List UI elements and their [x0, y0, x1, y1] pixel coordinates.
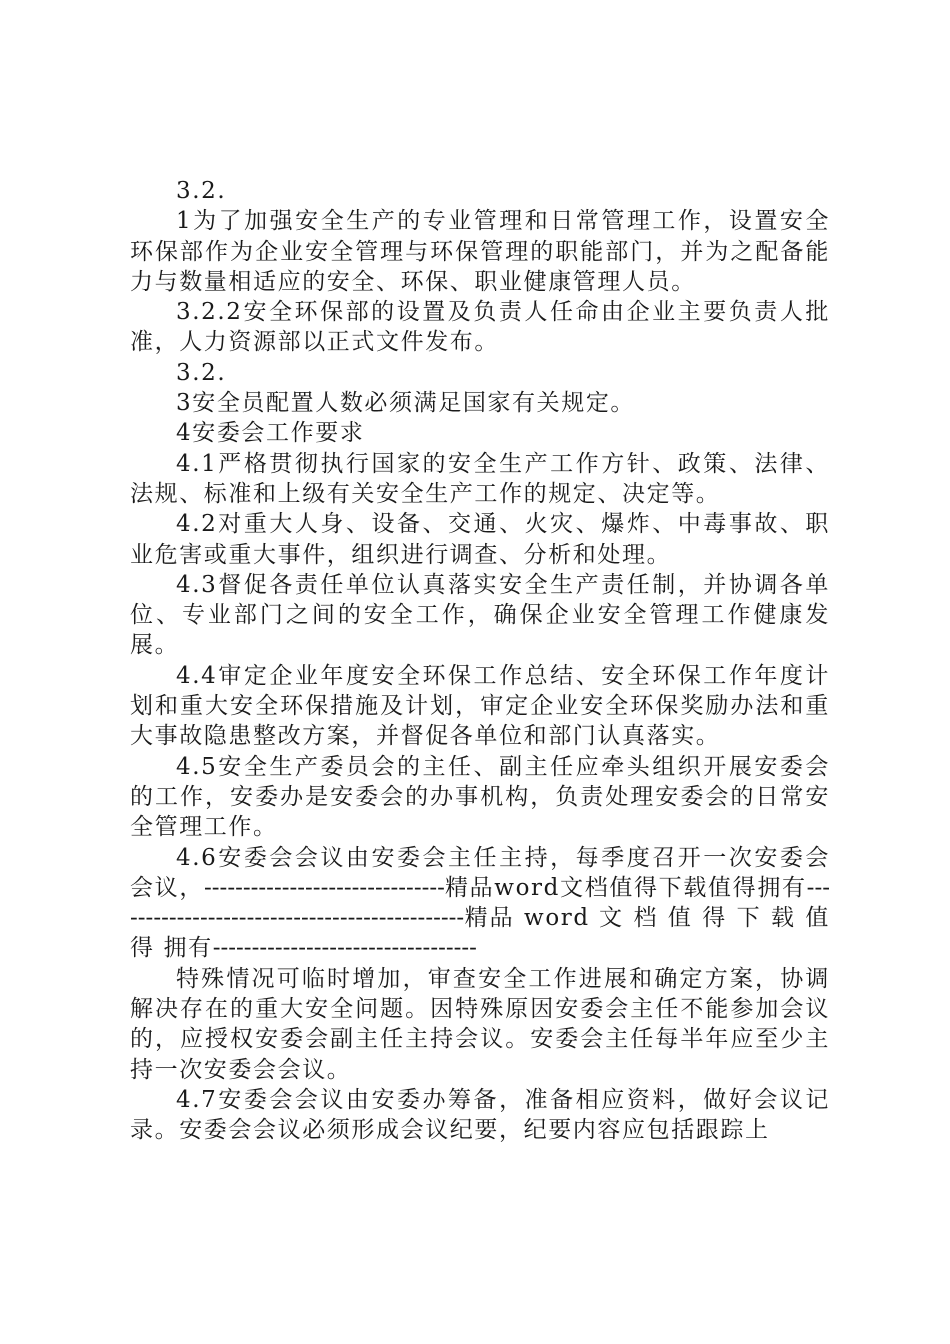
document-body: [130, 176, 830, 1146]
paragraph-4-7: 4.7安委会会议由安委办筹备，准备相应资料，做好会议记录。安委会会议必须形成会议纪要，纪要内容应包括跟踪上: [130, 1086, 830, 1144]
paragraph-4-1: 4.1严格贯彻执行国家的安全生产工作方针、政策、法律、法规、标准和上级有关安全生产工作的规定、决定等。: [130, 450, 830, 507]
section-4-heading: 4安委会工作要求: [176, 420, 365, 447]
paragraph-4-6-continued: 特殊情况可临时增加，审查安全工作进展和确定方案，协调解决存在的重大安全问题。因特殊原因安委会主任不能参加会议的，应授权安委会副主任主持会议。安委会主任每半年应至少主持一次安委会会议。: [130, 965, 830, 1083]
paragraph-4-2: 4.2对重大人身、设备、交通、火灾、爆炸、中毒事故、职业危害或重大事件，组织进行调查、分析和处理。: [130, 511, 830, 568]
paragraph-4-6-lead: 4.6安委会会议由安委会主任主持，每季度召开一次安委会会议，: [130, 844, 830, 901]
separator-dashes-3: ----------------------------------: [212, 935, 477, 962]
separator-dashes-1: -------------------------------: [204, 874, 445, 901]
paragraph-3-2-heading-2: 3.2.: [176, 359, 227, 386]
paragraph-4-5: 4.5安全生产委员会的主任、副主任应牵头组织开展安委会的工作，安委办是安委会的办事机构，负责处理安委会的日常安全管理工作。: [130, 753, 830, 841]
paragraph-3-2-2: 3.2.2安全环保部的设置及负责人任命由企业主要负责人批准，人力资源部以正式文件发布。: [130, 299, 830, 356]
separator-dashes-2: ----------------------------------------------: [130, 874, 830, 932]
paragraph-3-2-1: 1为了加强安全生产的专业管理和日常管理工作，设置安全环保部作为企业安全管理与环保管理的职能部门，并为之配备能力与数量相适应的安全、环保、职业健康管理人员。: [130, 208, 830, 295]
paragraph-4-6: [130, 843, 830, 964]
paragraph-3-2-3: 3安全员配置人数必须满足国家有关规定。: [176, 390, 636, 417]
watermark-text-2: 精品 word 文 档 值 得 下 载 值 得 拥有: [130, 905, 830, 962]
paragraph-3-2-heading: 3.2.: [176, 178, 227, 204]
paragraph-4-3: 4.3督促各责任单位认真落实安全生产责任制，并协调各单位、专业部门之间的安全工作，确保企业安全管理工作健康发展。: [130, 571, 830, 659]
watermark-text-1: 精品word文档值得下载值得拥有: [444, 874, 807, 901]
paragraph-4-4: 4.4审定企业年度安全环保工作总结、安全环保工作年度计划和重大安全环保措施及计划，审定企业安全环保奖励办法和重大事故隐患整改方案，并督促各单位和部门认真落实。: [130, 662, 830, 750]
